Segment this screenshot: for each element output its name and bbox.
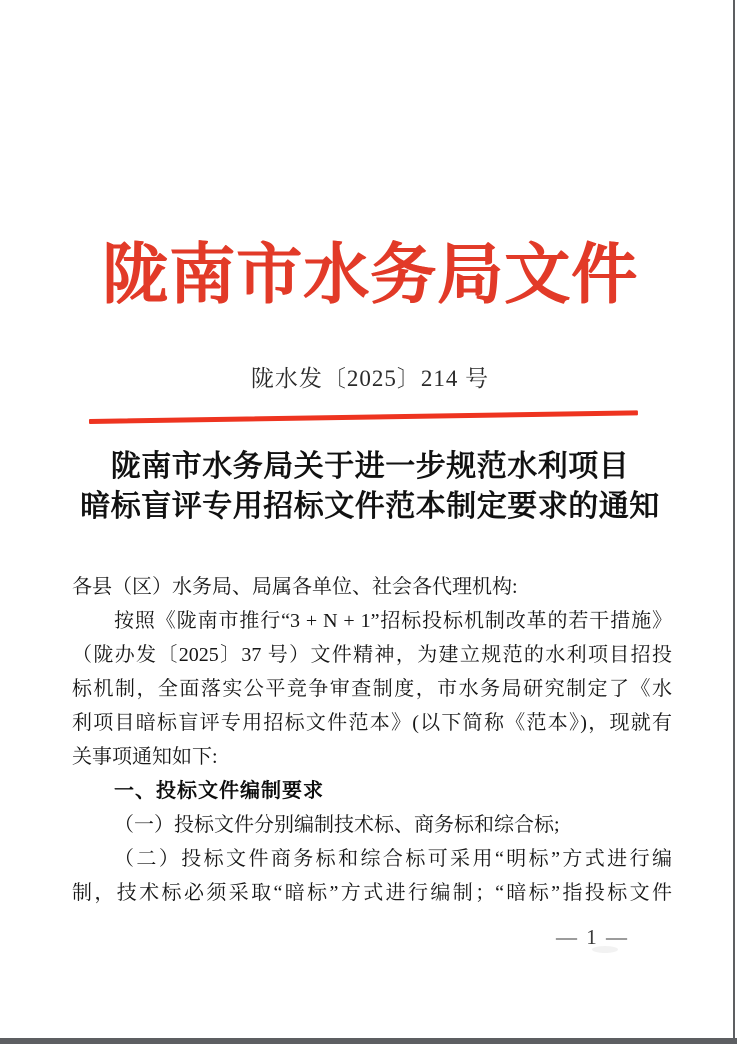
- body-text-line: 按照《陇南市推行“3 + N + 1”招标投标机制改革的若干措施》: [114, 610, 672, 632]
- body-text-line: （陇办发〔2025〕37 号）文件精神，为建立规范的水利项目招投: [72, 644, 672, 666]
- page-number: — 1 —: [556, 925, 629, 949]
- salutation-line: 各县（区）水务局、局属各单位、社会各代理机构:: [72, 576, 518, 598]
- body-text-line: 标机制，全面落实公平竞争审查制度，市水务局研究制定了《水: [72, 678, 672, 700]
- scan-edge-right: [733, 0, 735, 1044]
- scan-smudge-artifact: [592, 946, 618, 953]
- section-heading: 一、投标文件编制要求: [114, 780, 324, 802]
- scan-edge-bottom: [0, 1038, 737, 1044]
- document-number: 陇水发〔2025〕214 号: [250, 366, 490, 391]
- body-text-line: 关事项通知如下:: [72, 746, 218, 768]
- document-title-line-1: 陇南市水务局关于进一步规范水利项目: [110, 450, 630, 483]
- agency-header-title: 陇南市水务局文件: [102, 239, 638, 312]
- body-text-line: （二）投标文件商务标和综合标可采用“明标”方式进行编: [114, 848, 672, 870]
- document-title-line-2: 暗标盲评专用招标文件范本制定要求的通知: [80, 490, 660, 523]
- body-text-line: 制，技术标必须采取“暗标”方式进行编制；“暗标”指投标文件: [72, 882, 672, 904]
- body-text-line: （一）投标文件分别编制技术标、商务标和综合标;: [114, 814, 560, 836]
- red-divider-rule: [89, 410, 638, 424]
- body-text-line: 利项目暗标盲评专用招标文件范本》(以下简称《范本》)，现就有: [72, 712, 672, 734]
- document-title: [70, 447, 670, 527]
